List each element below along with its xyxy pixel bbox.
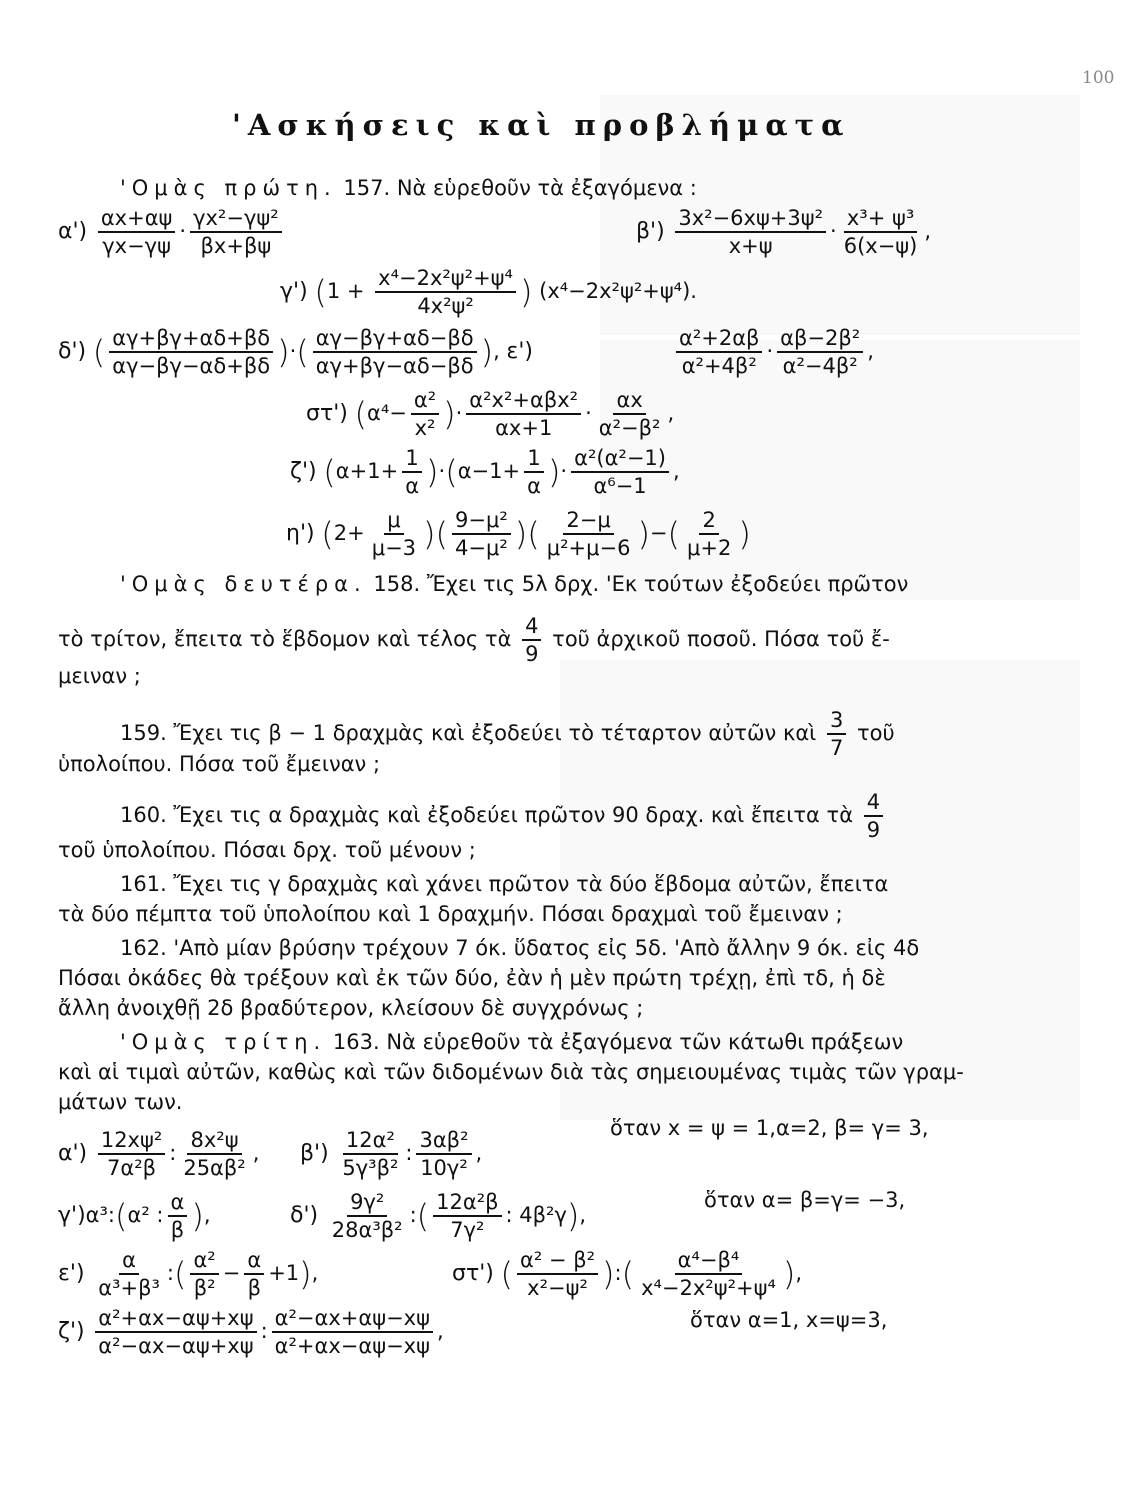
fraction <box>329 1190 406 1242</box>
exercise-157-a <box>58 206 286 258</box>
denominator: β <box>170 1218 185 1243</box>
problem-162-line1: 162. 'Απὸ μίαν βρύσην τρέχουν 7 όκ. ὕδατος εἰς 5δ. 'Απὸ ἄλλην 9 όκ. εἰς 4δ <box>120 936 920 960</box>
fraction <box>524 446 544 498</box>
punctuation: , <box>436 1319 444 1344</box>
exercise-157-b <box>636 206 931 258</box>
denominator: 6(x−ψ) <box>843 234 918 259</box>
fraction <box>522 614 541 666</box>
fraction <box>244 1248 264 1300</box>
problem-text: τοῦ <box>857 721 895 746</box>
denominator: α²−β² <box>598 416 661 441</box>
term: α+1+ <box>335 459 399 484</box>
fraction <box>675 206 826 258</box>
exercise-163-c: γ')α³:(α² : $\frac{\alpha}{\beta}$ ), <box>58 1190 211 1243</box>
fraction <box>95 1306 256 1358</box>
fraction <box>272 1306 433 1358</box>
numerator: 12xψ² <box>98 1128 165 1155</box>
problem-text: 157. Νὰ εὑρεθοῦν τὰ ἐξαγόμενα : <box>343 176 697 200</box>
item-label: β') <box>300 1141 329 1167</box>
numerator: x⁴−2x²ψ²+ψ⁴ <box>375 266 516 293</box>
denominator: αx+1 <box>495 416 553 441</box>
exercise-157-d: δ') ( $\frac{\alpha\gamma+\beta\gamma+\alpha\delta+\beta\delta}{\alpha\gamma-\beta\gamma-\alpha\delta+\beta\delta}$ )·( $\frac{\alpha\gamma-\beta\gamma+\alpha\delta-\beta\delta}{\alpha\gamma+\beta\gamma-\alpha\delta-\beta\delta}$ ), ε') <box>58 326 533 379</box>
fraction <box>339 1128 401 1180</box>
condition-ab: ὅταν x = ψ = 1,α=2, β= γ= 3, <box>610 1116 929 1140</box>
numerator: 9−μ² <box>452 508 511 535</box>
problem-157-intro <box>120 176 697 200</box>
exercise-157-h: η') (2+ $\frac{\mu}{\mu-3}$ )( $\frac{\text{9−μ²}}{\text{4−μ²}}$ )( $\frac{2-\mu}{\text{μ²+μ−6}}$ )−( $\frac{2}{\mu+2}$ ) <box>286 508 751 561</box>
numerator: αβ−2β² <box>777 326 863 353</box>
fraction <box>452 508 511 560</box>
problem-162-line2: Πόσαι ὀκάδες θὰ τρέξουν καὶ ἐκ τῶν δύο, ἐὰν ἡ μὲν πρώτη τρέχῃ, ἐπὶ τδ, ἡ δὲ <box>58 966 886 990</box>
problem-160-line2: τοῦ ὑπολοίπου. Πόσαι δρχ. τοῦ μένουν ; <box>58 838 476 862</box>
numerator: α²+αx−αψ+xψ <box>95 1306 256 1333</box>
fraction <box>190 1248 218 1300</box>
operator: : <box>166 1261 174 1286</box>
numerator: α⁴−β⁴ <box>675 1248 743 1275</box>
problem-158-line3: μειναν ; <box>58 664 141 688</box>
fraction <box>638 1248 779 1300</box>
denominator: β² <box>193 1276 216 1301</box>
term: : 4β²γ <box>505 1203 567 1228</box>
denominator: 7 <box>829 736 844 761</box>
denominator: 9 <box>525 642 539 667</box>
numerator: α² <box>411 388 439 415</box>
denominator: α⁶−1 <box>593 474 647 499</box>
numerator: α² − β² <box>517 1248 598 1275</box>
exercise-163-d: δ') $\frac{\text{9γ²}}{\text{28α³β²}}$ :( $\frac{\text{12α²β}}{\text{7γ²}}$ : 4β²γ), <box>290 1190 587 1243</box>
numerator: αx <box>613 388 645 415</box>
denominator: α²+αx−αψ−xψ <box>274 1334 430 1359</box>
fraction <box>109 326 273 378</box>
denominator: α <box>405 474 420 499</box>
fraction <box>402 446 422 498</box>
fraction <box>98 1128 165 1180</box>
term: 2+ <box>333 521 365 546</box>
numerator: α² <box>190 1248 218 1275</box>
numerator: 8x²ψ <box>187 1128 241 1155</box>
term: α² : <box>127 1203 164 1228</box>
denominator: βx+βψ <box>200 234 272 259</box>
denominator: x+ψ <box>728 234 773 259</box>
fraction <box>375 266 516 318</box>
item-label: η') <box>286 521 315 547</box>
numerator: μ <box>384 508 403 535</box>
term: 1 + <box>326 279 365 304</box>
numerator: x³+ ψ³ <box>844 206 917 233</box>
exercise-157-z: ζ') (α+1+ $\frac{1}{\alpha}$ )·(α−1+ $\frac{1}{\alpha}$ )· $\frac{\text{α²(α²−1)}}{\text{α⁶−1}}$ , <box>290 446 680 499</box>
numerator: 3x²−6xψ+3ψ² <box>675 206 826 233</box>
fraction <box>168 1190 188 1242</box>
item-label: ζ') <box>58 1319 85 1345</box>
fraction <box>313 326 477 378</box>
item-label: στ') <box>306 401 348 427</box>
fraction <box>433 1190 501 1242</box>
numerator: α <box>168 1190 188 1217</box>
denominator: 10γ² <box>420 1156 468 1181</box>
fraction <box>684 508 734 560</box>
fraction <box>676 326 762 378</box>
denominator: 9 <box>866 818 881 843</box>
term: α³: <box>85 1203 115 1228</box>
numerator: α²(α²−1) <box>571 446 669 473</box>
operator: : <box>405 1141 413 1166</box>
problem-text: 158. Ἔχει τις 5λ δρχ. 'Εκ τούτων ἐξοδεύει πρῶτον <box>373 572 909 596</box>
item-label: ζ') <box>290 459 317 485</box>
fraction <box>369 508 419 560</box>
fraction <box>180 1128 248 1180</box>
fraction <box>571 446 669 498</box>
denominator: x²−ψ² <box>527 1276 588 1301</box>
problem-158-line1 <box>120 572 908 596</box>
item-label: γ') <box>58 1203 86 1229</box>
denominator: αγ−βγ−αδ+βδ <box>112 354 271 379</box>
problem-text: τοῦ ἀρχικοῦ ποσοῦ. Πόσα τοῦ ἔ- <box>552 627 890 652</box>
denominator: μ+2 <box>687 536 732 561</box>
term: α⁴− <box>367 401 407 426</box>
numerator: α²x²+αβx² <box>466 388 581 415</box>
fraction <box>416 1128 471 1180</box>
denominator: 4−μ² <box>455 536 508 561</box>
punctuation: , <box>924 219 932 244</box>
operator: : <box>409 1203 417 1228</box>
denominator: 28α³β² <box>331 1218 403 1243</box>
problem-163-line3: μάτων των. <box>58 1090 183 1114</box>
problem-text: τὸ τρίτον, ἔπειτα τὸ ἕβδομον καὶ τέλος τὰ <box>58 627 512 652</box>
numerator: γx²−γψ² <box>190 206 282 233</box>
denominator: 25αβ² <box>183 1156 246 1181</box>
numerator: α²−αx+αψ−xψ <box>272 1306 433 1333</box>
numerator: α²+2αβ <box>676 326 762 353</box>
denominator: 7α²β <box>107 1156 157 1181</box>
denominator: α²−4β² <box>782 354 858 379</box>
numerator: 1 <box>524 446 543 473</box>
numerator: 3 <box>827 708 846 735</box>
denominator: α²+4β² <box>681 354 757 379</box>
exercise-163-z <box>58 1306 444 1358</box>
operator: : <box>614 1261 622 1286</box>
exercise-157-st: στ') (α⁴− $\frac{\text{α²}}{\text{x²}}$ )· $\frac{\text{α²x²+αβx²}}{\alpha x+1}$ · $\frac{\alpha x}{\text{α²−β²}}$ , <box>306 388 675 441</box>
fraction <box>95 1248 163 1300</box>
denominator: β <box>247 1276 261 1301</box>
fraction <box>544 508 634 560</box>
numerator: 1 <box>402 446 421 473</box>
denominator: μ²+μ−6 <box>546 536 631 561</box>
problem-158-line2 <box>58 614 890 666</box>
problem-163-line2: καὶ αἱ τιμαὶ αὐτῶν, καθὼς καὶ τῶν διδομένων διὰ τὰς σημειουμένας τιμὰς τῶν γραμ- <box>58 1060 964 1084</box>
numerator: α <box>244 1248 264 1275</box>
exercise-157-c: γ') (1 + $\frac{\text{x⁴−2x²ψ²+ψ⁴}}{\text{4x²ψ²}}$ ) (x⁴−2x²ψ²+ψ⁴). <box>280 266 697 319</box>
problem-text: 159. Ἔχει τις β − 1 δραχμὰς καὶ ἐξοδεύει τὸ τέταρτον αὐτῶν καὶ <box>120 721 817 746</box>
problem-161-line1: 161. Ἔχει τις γ δραχμὰς καὶ χάνει πρῶτον τὰ δύο ἕβδομα αὐτῶν, ἔπειτα <box>120 872 889 896</box>
numerator: αx+αψ <box>98 206 176 233</box>
exercise-163-e: ε') $\frac{\alpha}{\text{α³+β³}}$ :( $\frac{\text{α²}}{\text{β²}}$ − $\frac{\alpha}{\beta}$ +1), <box>58 1248 319 1301</box>
fraction <box>864 790 883 842</box>
denominator: x² <box>414 416 436 441</box>
numerator: 2 <box>699 508 718 535</box>
operator: − <box>222 1261 241 1286</box>
problem-159-line2: ὑπολοίπου. Πόσα τοῦ ἔμειναν ; <box>58 752 381 776</box>
operator: : <box>169 1141 177 1166</box>
numerator: 4 <box>864 790 883 817</box>
problem-163-line1 <box>120 1030 903 1054</box>
term: +1 <box>268 1261 300 1286</box>
fraction <box>841 206 921 258</box>
group-heading: 'Ομὰς τρίτη. <box>120 1030 327 1054</box>
item-label: β') <box>636 219 665 245</box>
numerator: 12α² <box>343 1128 398 1155</box>
item-label: α') <box>58 1141 88 1167</box>
denominator: α²−αx−αψ+xψ <box>98 1334 254 1359</box>
denominator: 4x²ψ² <box>417 294 474 319</box>
exercise-163-st: στ') ( $\frac{\text{α² − β²}}{\text{x²−ψ²}}$ ):( $\frac{\text{α⁴−β⁴}}{\text{x⁴−2x²ψ²+ψ⁴}}$ ), <box>452 1248 803 1301</box>
page-title: 'Ασκήσεις καὶ προβλήματα <box>232 108 851 142</box>
operator: · <box>179 219 187 244</box>
condition-z: ὅταν α=1, x=ψ=3, <box>690 1308 888 1332</box>
operator: : <box>260 1319 268 1344</box>
fraction <box>466 388 581 440</box>
numerator: α <box>119 1248 139 1275</box>
numerator: αγ+βγ+αδ+βδ <box>109 326 273 353</box>
item-label: α') <box>58 219 88 245</box>
denominator: 7γ² <box>450 1218 485 1243</box>
group-heading: 'Ομὰς πρώτη. <box>120 176 337 200</box>
problem-text: 160. Ἔχει τις α δραχμὰς καὶ ἐξοδεύει πρῶτον 90 δραχ. καὶ ἔπειτα τὰ <box>120 803 854 828</box>
item-label: δ') <box>290 1203 319 1229</box>
item-label: στ') <box>452 1261 494 1287</box>
problem-text: 163. Νὰ εὑρεθοῦν τὰ ἐξαγόμενα τῶν κάτωθι πράξεων <box>332 1030 904 1054</box>
fraction <box>411 388 439 440</box>
fraction <box>190 206 282 258</box>
problem-160-line1 <box>120 790 887 842</box>
problem-162-line3: ἄλλη ἀνοιχθῇ 2δ βραδύτερον, κλείσουν δὲ συγχρόνως ; <box>58 996 644 1020</box>
denominator: μ−3 <box>371 536 417 561</box>
denominator: αγ+βγ−αδ−βδ <box>315 354 474 379</box>
condition-cd: ὅταν α= β=γ= −3, <box>704 1188 906 1212</box>
denominator: γx−γψ <box>102 234 171 259</box>
group-heading: 'Ομὰς δευτέρα. <box>120 572 367 596</box>
numerator: 2−μ <box>563 508 613 535</box>
numerator: αγ−βγ+αδ−βδ <box>313 326 477 353</box>
denominator: α <box>527 474 541 499</box>
item-label: ε') <box>506 339 533 365</box>
punctuation: , <box>475 1141 483 1166</box>
numerator: 12α²β <box>433 1190 501 1217</box>
item-label: δ') <box>58 339 87 365</box>
item-label: γ') <box>280 279 308 305</box>
numerator: 9γ² <box>347 1190 387 1217</box>
exercise-163-a: α') $\frac{\text{12xψ²}}{\text{7α²β}}$ : $\frac{\text{8x²ψ}}{\text{25αβ²}}$ , <box>58 1128 260 1181</box>
fraction <box>596 388 664 440</box>
fraction <box>827 708 846 760</box>
problem-161-line2: τὰ δύο πέμπτα τοῦ ὑπολοίπου καὶ 1 δραχμήν. Πόσαι δραχμαὶ τοῦ ἔμειναν ; <box>58 902 843 926</box>
item-label: ε') <box>58 1261 85 1287</box>
exercise-157-e: $\frac{\text{α²+2αβ}}{\text{α²+4β²}}$ · $\frac{\text{αβ−2β²}}{\text{α²−4β²}}$ , <box>672 326 874 378</box>
operator: · <box>830 219 837 244</box>
denominator: α³+β³ <box>98 1276 160 1301</box>
denominator: x⁴−2x²ψ²+ψ⁴ <box>641 1276 776 1301</box>
fraction <box>777 326 863 378</box>
fraction <box>98 206 176 258</box>
term: α−1+ <box>457 459 521 484</box>
page-number: 100 <box>1082 68 1115 88</box>
fraction <box>517 1248 598 1300</box>
denominator: 5γ³β² <box>342 1156 399 1181</box>
exercise-163-b <box>300 1128 482 1180</box>
term: (x⁴−2x²ψ²+ψ⁴). <box>539 279 697 304</box>
numerator: 4 <box>522 614 541 641</box>
numerator: 3αβ² <box>416 1128 471 1155</box>
